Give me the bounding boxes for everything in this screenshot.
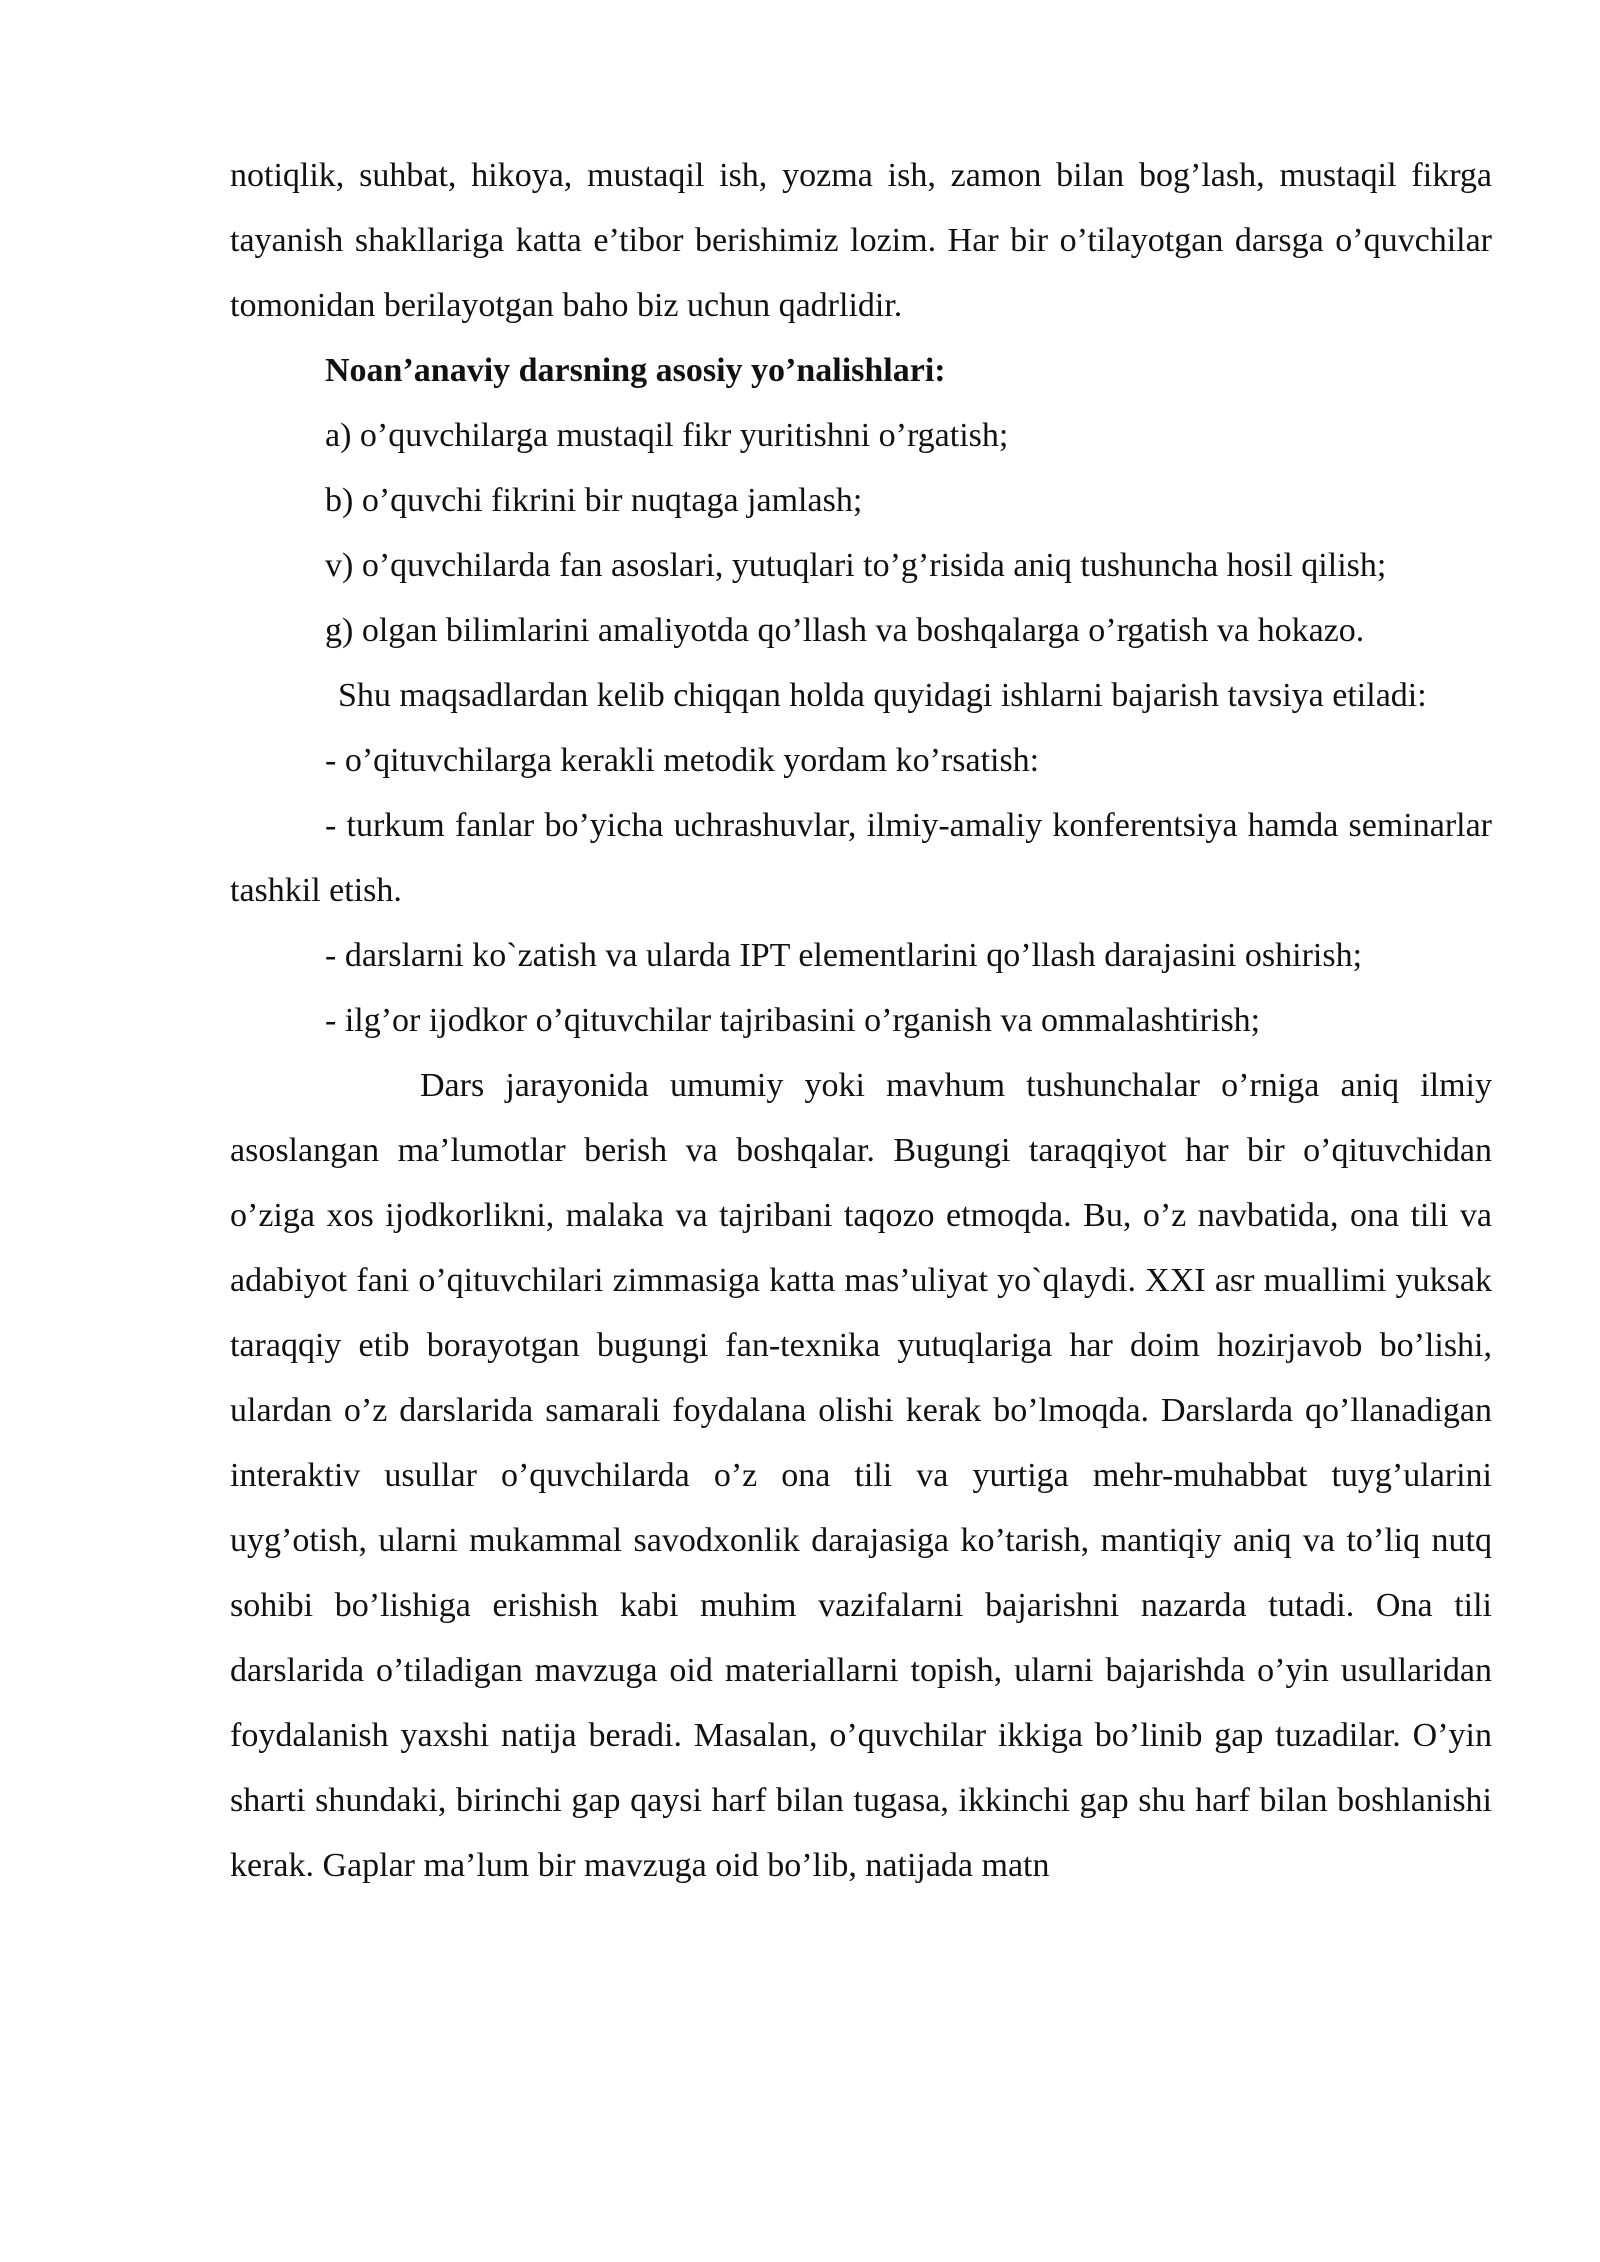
section-heading: Noan’anaviy darsning asosiy yo’nalishlari: — [325, 352, 946, 389]
recommendation-item-1: - o’qituvchilarga kerakli metodik yordam ko’rsatish: — [325, 742, 1040, 779]
list-item-v: v) o’quvchilarda fan asoslari, yutuqlari to’g’risida aniq tushuncha hosil qilish; — [325, 547, 1387, 584]
list-item-a: a) o’quvchilarga mustaqil fikr yuritishni o’rgatish; — [325, 417, 1009, 454]
list-item-b: b) o’quvchi fikrini bir nuqtaga jamlash; — [325, 482, 863, 519]
paragraph-main: Dars jarayonida umumiy yoki mavhum tushunchalar o’rniga aniq ilmiy asoslangan ma’lumotlar berish va boshqalar. Bugungi taraqqiyot har bir o’qituvchidan o’ziga xos ijodkorlikni, malaka va tajribani taqozo etmoqda. Bu, o’z navbatida, ona tili va adabiyot fani o’qituvchilari zimmasiga katta mas’uliyat yo`qlaydi. XXI asr muallimi yuksak taraqqiy etib borayotgan bugungi fan-texnika yutuqlariga har doim hozirjavob bo’lishi, ulardan o’z darslarida samarali foydalana olishi kerak bo’lmoqda. Darslarda qo’llanadigan interaktiv usullar o’quvchilarda o’z ona tili va yurtiga mehr-muhabbat tuyg’ularini uyg’otish, ularni mukammal savodxonlik darajasiga ko’tarish, mantiqiy aniq va to’liq nutq sohibi bo’lishiga erishish kabi muhim vazifalarni bajarishni nazarda tutadi. Ona tili darslarida o’tiladigan mavzuga oid materiallarni topish, ularni bajarishda o’yin usullaridan foydalanish yaxshi natija beradi. Masalan, o’quvchilar ikkiga bo’linib gap tuzadilar. O’yin sharti shundaki, birinchi gap qaysi harf bilan tugasa, ikkinchi gap shu harf bilan boshlanishi kerak. Gaplar ma’lum bir mavzuga oid bo’lib, natijada matn — [230, 1067, 1492, 1884]
document-body — [230, 143, 1492, 1898]
recommendation-item-2: - turkum fanlar bo’yicha uchrashuvlar, ilmiy-amaliy konferentsiya hamda seminarlar tashkil etish. — [230, 807, 1492, 909]
recommendation-item-4: - ilg’or ijodkor o’qituvchilar tajribasini o’rganish va ommalashtirish; — [325, 1002, 1261, 1039]
paragraph-intro: notiqlik, suhbat, hikoya, mustaqil ish, yozma ish, zamon bilan bog’lash, mustaqil fikrga tayanish shakllariga katta e’tibor berishimiz lozim. Har bir o’tilayotgan darsga o’quvchilar tomonidan berilayotgan baho biz uchun qadrlidir. — [230, 157, 1492, 324]
recommendation-intro: Shu maqsadlardan kelib chiqqan holda quyidagi ishlarni bajarish tavsiya etiladi: — [338, 677, 1427, 714]
list-item-g: g) olgan bilimlarini amaliyotda qo’llash va boshqalarga o’rgatish va hokazo. — [325, 612, 1365, 649]
recommendation-item-3: - darslarni ko`zatish va ularda IPT elementlarini qo’llash darajasini oshirish; — [325, 937, 1363, 974]
